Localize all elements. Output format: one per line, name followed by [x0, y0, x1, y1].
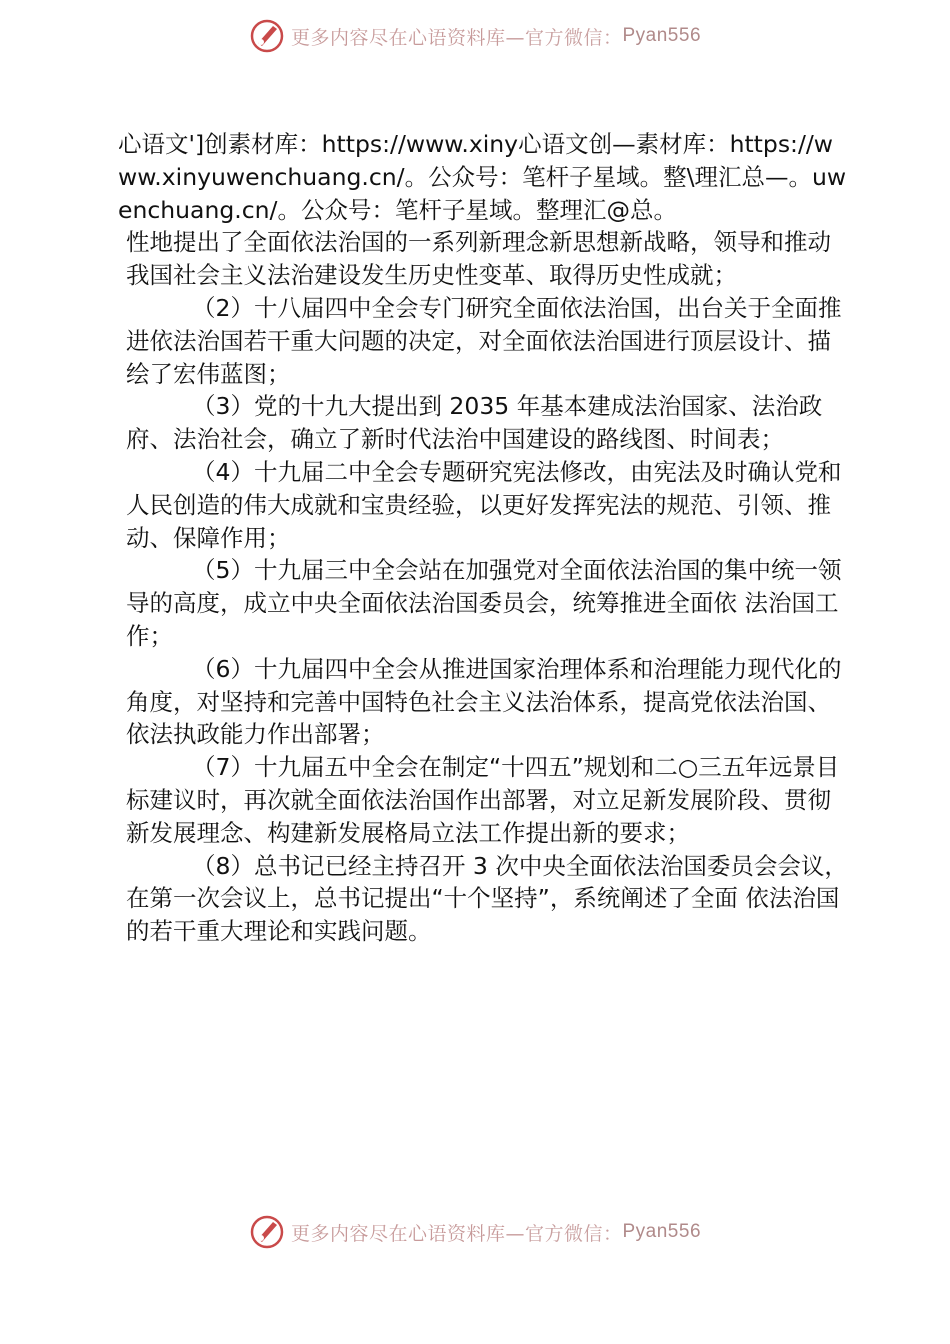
paragraph-1: 性地提出了全面依法治国的一系列新理念新思想新战略，领导和推动我国社会主义法治建设发生历史性变革、取得历史性成就；: [126, 228, 831, 290]
paragraph-5: （5）十九届三中全会站在加强党对全面依法治国的集中统一领导的高度，成立中央全面依法治国委员会，统筹推进全面依 法治国工作；: [126, 556, 842, 650]
wechat-label: 官方微信：: [524, 26, 623, 49]
paragraph-8: （8）总书记已经主持召开 3 次中央全面依法治国委员会会议，在第一次会议上，总书记提出“十个坚持”，系统阐述了全面 依法治国的若干重大理论和实践问题。: [126, 851, 848, 946]
paragraph-6: （6）十九届四中全会从推进国家治理体系和治理能力现代化的角度，对坚持和完善中国特色社会主义法治体系，提高党依法治国、依法执政能力作出部署；: [126, 654, 842, 749]
watermark-text: 心语文']创素材库：https://www.xiny心语文创—素材库：https://www.xinyuwenchuang.cn/。公众号：笔杆子星域。整\理汇总—。uwenchuang.cn/。公众号：笔杆子星域。整理汇@总。: [118, 130, 847, 224]
banner-text: 更多内容尽在心语资料库—: [290, 1222, 525, 1245]
logo-icon: [249, 1214, 285, 1250]
wechat-label: 官方微信：: [524, 1222, 623, 1245]
wechat-id: Pyan556: [622, 25, 702, 46]
wechat-id: Pyan556: [622, 1221, 702, 1242]
paragraph-4: （4）十九届二中全会专题研究宪法修改，由宪法及时确认党和人民创造的伟大成就和宝贵经验，以更好发挥宪法的规范、引领、推动、保障作用；: [126, 457, 842, 552]
header-banner: [0, 14, 950, 58]
paragraph-7: （7）十九届五中全会在制定“十四五”规划和二○三五年远景目标建议时，再次就全面依法治国作出部署，对立足新发展阶段、贯彻新发展理念、构建新发展格局立法工作提出新的要求；: [126, 753, 840, 847]
logo-icon: [249, 18, 285, 54]
paragraph-2: （2）十八届四中全会专门研究全面依法治国，出台关于全面推进依法治国若干重大问题的决定，对全面依法治国进行顶层设计、描绘了宏伟蓝图；: [126, 293, 842, 388]
paragraph-3: （3）党的十九大提出到 2035 年基本建成法治国家、法治政府、法治社会，确立了新时代法治中国建设的路线图、时间表；: [126, 392, 823, 454]
footer-banner: [0, 1210, 950, 1254]
document-body: [118, 128, 848, 948]
banner-text: 更多内容尽在心语资料库—: [290, 26, 525, 49]
